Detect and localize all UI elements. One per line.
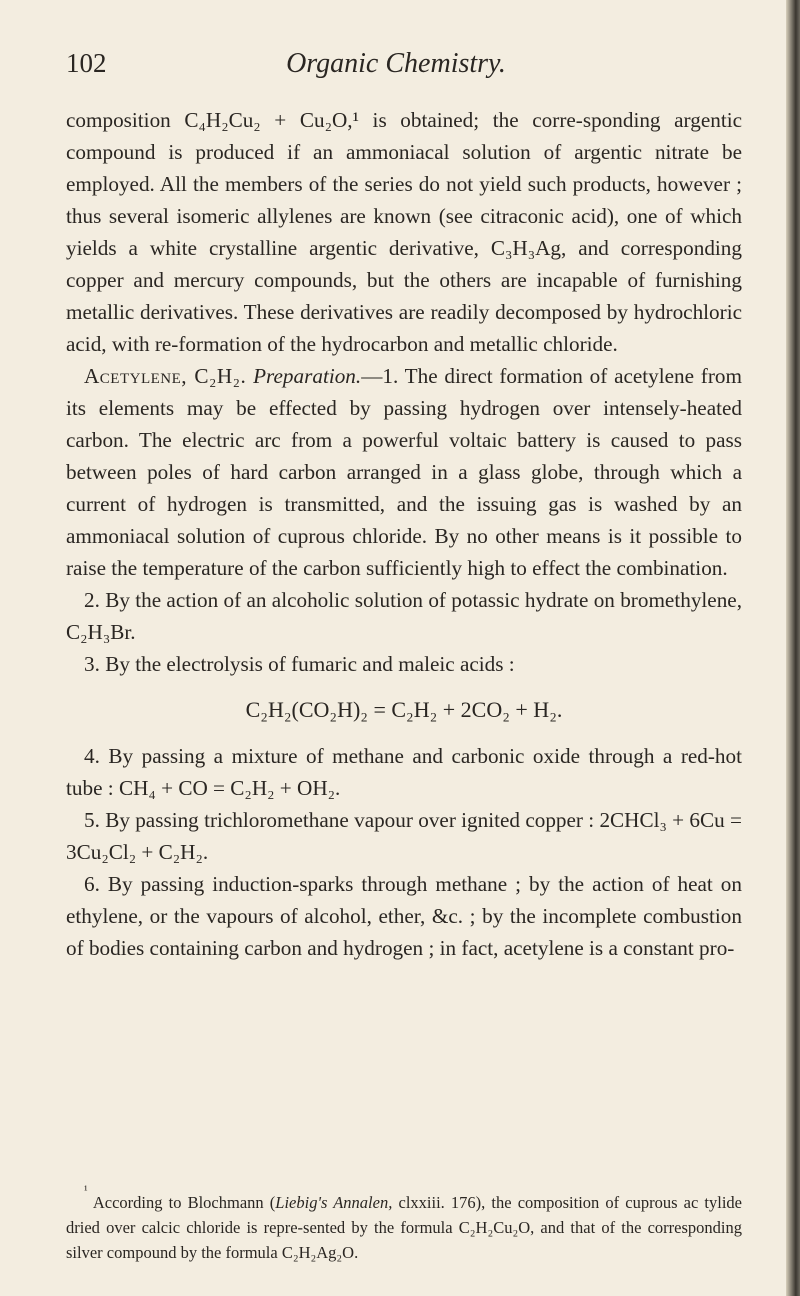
equation: C₂H₂(CO₂H)₂ = C₂H₂ + 2CO₂ + H₂. [245,697,563,722]
page-header [66,48,726,88]
footnote-text: According to Blochmann ( [92,1193,276,1212]
paragraph: 3. By the electrolysis of fumaric and maleic acids : [84,652,515,676]
paragraph: 5. By passing trichloromethane vapour over ignited copper : 2CHCl₃ + 6Cu = 3Cu₂Cl₂ + C₂H₂. [66,808,742,864]
paragraph: 2. By the action of an alcoholic solution of potassic hydrate on bromethylene, C₂H₃Br. [66,588,742,644]
paragraph: composition C₄H₂Cu₂ + Cu₂O,¹ is obtained; the corre-sponding argentic compound is produced if an ammoniacal solution of argentic nitrate be employed. All the members of the series do not yield such products, however ; thus several isomeric allylenes are known (see citraconic acid), one of which yields a white crystalline argentic derivative, C₃H₃Ag, and corresponding copper and mercury compounds, but the others are incapable of furnishing metallic derivatives. These derivatives are readily decomposed by hydrochloric acid, with re-formation of the hydrocarbon and metallic chloride. [66,108,742,356]
page-number: 102 [66,48,107,78]
footnote-source: Liebig's Annalen, [275,1193,393,1212]
footnote-text-rest: clxxiii. 176), the composition of cuprous ac tylide dried over calcic chloride is repre-sented by the formula C₂H₂Cu₂O, and that of the corresponding silver compound by the formula C₂H₂Ag₂O. [66,1193,743,1262]
paragraph-acetylene [66,360,742,584]
paragraph: 6. By passing induction-sparks through methane ; by the action of heat on ethylene, or the vapours of alcohol, ether, &c. ; by the incomplete combustion of bodies containing carbon and hydrogen ; in fact, acetylene is a constant pro- [66,872,742,960]
body-text [66,104,742,964]
footnote-mark: ¹ [84,1183,88,1197]
paragraph-text: —1. The direct formation of acetylene from its elements may be effected by passing hydrogen over intensely-heated carbon. The electric arc from a powerful voltaic battery is caused to pass between poles of hard carbon arranged in a glass globe, through which a current of hydrogen is transmitted, and the issuing gas is washed by an ammoniacal solution of cuprous chloride. By no other means is it possible to raise the temperature of the carbon sufficiently high to effect the combination. [66,364,742,580]
page-edge-shadow [786,0,800,1296]
footnote [66,1183,743,1265]
paragraph: 4. By passing a mixture of methane and carbonic oxide through a red-hot tube : CH₄ + CO = C₂H₂ + OH₂. [66,744,742,800]
preparation-label: Preparation. [253,364,362,388]
section-heading: Acetylene, C₂H₂. [84,364,247,388]
running-title: Organic Chemistry. [286,48,506,79]
